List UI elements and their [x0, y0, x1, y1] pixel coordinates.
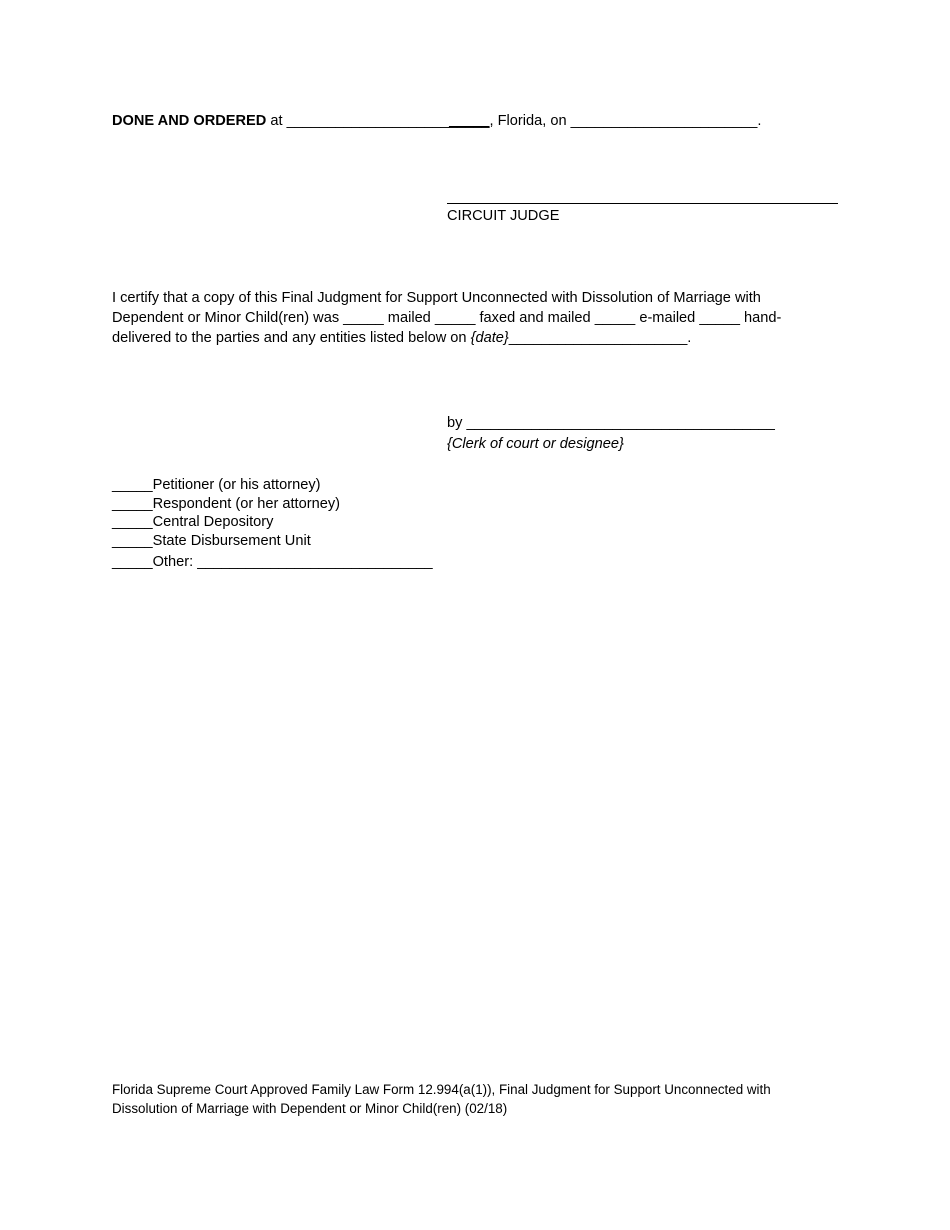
distribution-item-state-disbursement[interactable]: _____State Disbursement Unit: [112, 533, 311, 549]
order-date-blank[interactable]: _______________________: [570, 113, 758, 129]
certification-paragraph: [112, 288, 832, 348]
distribution-item-respondent[interactable]: _____Respondent (or her attorney): [112, 496, 340, 512]
footer-line-1: Florida Supreme Court Approved Family Law Form 12.994(a(1)), Final Judgment for Support Unconnected with: [112, 1082, 771, 1097]
clerk-label: {Clerk of court or designee}: [447, 436, 624, 452]
certification-line-3: [112, 328, 832, 348]
order-end-period: .: [757, 113, 762, 129]
distribution-item-central-depository[interactable]: _____Central Depository: [112, 514, 274, 530]
done-and-ordered-line: [112, 111, 761, 131]
footer-line-2: Dissolution of Marriage with Dependent or Minor Child(ren) (02/18): [112, 1101, 508, 1116]
judge-signature-line[interactable]: [447, 203, 838, 204]
date-placeholder: {date}: [470, 330, 509, 346]
county-blank-short[interactable]: _____: [448, 113, 490, 129]
certification-line-1: I certify that a copy of this Final Judgment for Support Unconnected with Dissolution of Marriage with: [112, 290, 761, 306]
certification-line-3-prefix: delivered to the parties and any entities listed below on: [112, 330, 471, 346]
at-text: at: [266, 113, 287, 129]
clerk-signature-line[interactable]: by ______________________________________: [447, 415, 775, 431]
distribution-item-petitioner[interactable]: _____Petitioner (or his attorney): [112, 477, 321, 493]
distribution-item-other[interactable]: _____Other: _____________________________: [112, 554, 433, 570]
county-blank[interactable]: ____________________: [286, 113, 449, 129]
form-footer: [112, 1080, 771, 1118]
circuit-judge-label: CIRCUIT JUDGE: [447, 208, 560, 224]
done-and-ordered-label: DONE AND ORDERED: [112, 113, 267, 129]
certification-date-blank[interactable]: ______________________.: [508, 330, 692, 346]
florida-on-text: , Florida, on: [489, 113, 571, 129]
certification-line-2: Dependent or Minor Child(ren) was _____ mailed _____ faxed and mailed _____ e-mailed _____ hand-: [112, 310, 782, 326]
